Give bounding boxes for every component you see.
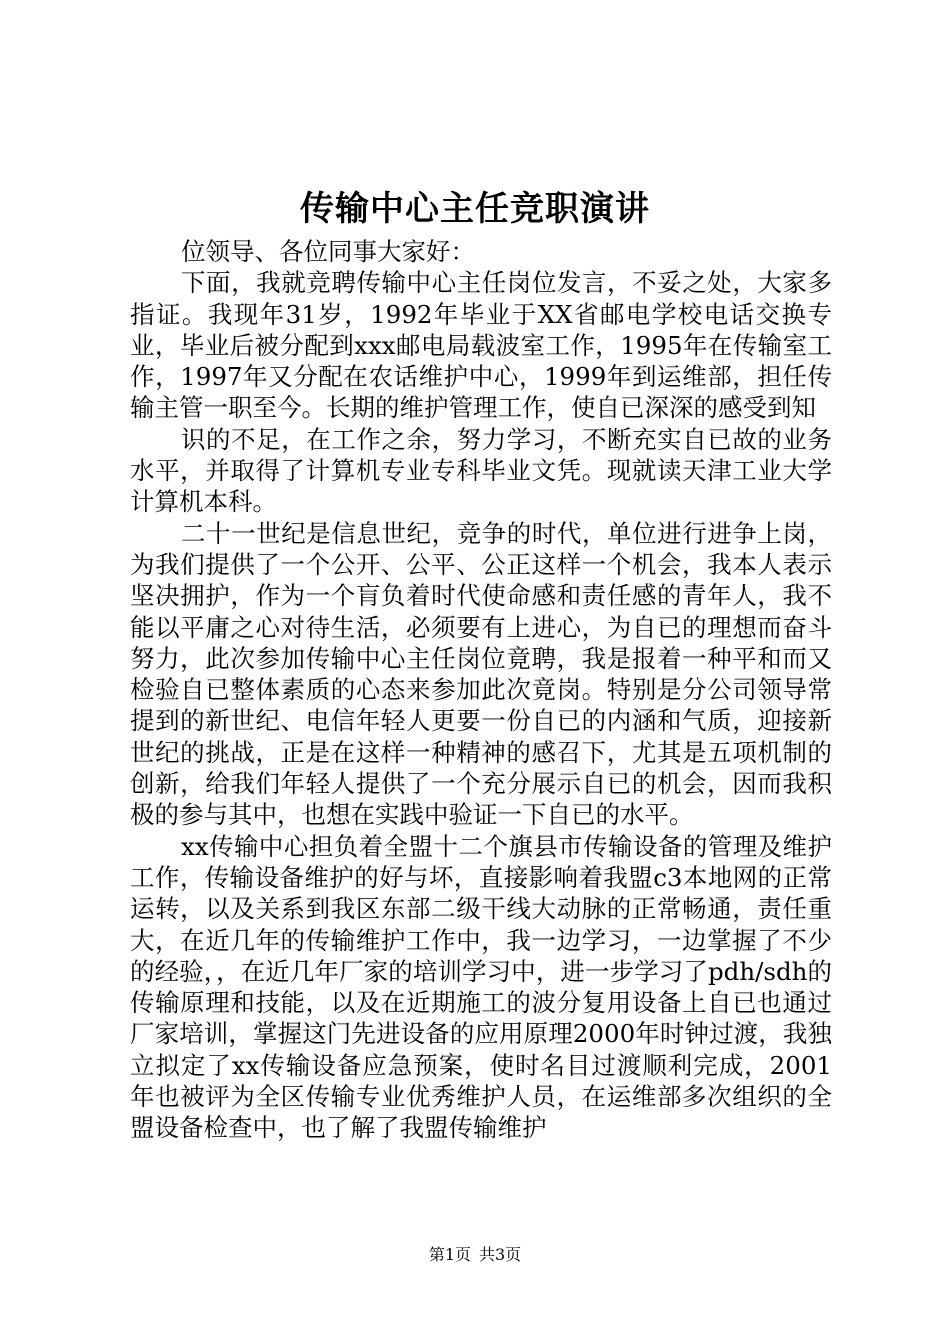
paragraph-experience: xx传输中心担负着全盟十二个旗县市传输设备的管理及维护工作，传输设备维护的好与坏，直接影响着我盟c3本地网的正常运转，以及关系到我区东部二级干线大动脉的正常畅通，责任重大，在近几年的传输维护工作中，我一边学习，一边掌握了不少的经验，，在近几年厂家的培训学习中，进一步学习了pdh/sdh的传输原理和技能，以及在近期施工的波分复用设备上自已也通过厂家培训，掌握这门先进设备的应用原理2000年时钟过渡，我独立拟定了xx传输设备应急预案，使时名目过渡顺利完成，2001年也被评为全区传输专业优秀维护人员，在运维部多次组织的全盟设备检查中，也了解了我盟传输维护 (130, 831, 832, 1143)
page-total: 共3页 (479, 1245, 522, 1264)
paragraph-education: 识的不足，在工作之余，努力学习，不断充实自已故的业务水平，并取得了计算机专业专科毕业文凭。现就读天津工业大学计算机本科。 (130, 424, 832, 517)
paragraph-greeting: 位领导、各位同事大家好： (181, 237, 475, 266)
document-body (130, 236, 832, 1144)
page-number: 第1页 (428, 1245, 471, 1264)
paragraph-introduction: 下面，我就竞聘传输中心主任岗位发言，不妥之处，大家多指证。我现年31岁，1992年毕业于XX省邮电学校电话交换专业，毕业后被分配到xxx邮电局载波室工作，1995年在传输室工作，1997年又分配在农话维护中心，1999年到运维部，担任传输主管一职至今。长期的维护管理工作，使自已深深的感受到知 (130, 268, 832, 423)
document-title: 传输中心主任竞职演讲 (300, 189, 650, 229)
page-footer (0, 1243, 950, 1267)
paragraph-motivation: 二十一世纪是信息世纪，竞争的时代，单位进行进争上岗，为我们提供了一个公开、公平、公正这样一个机会，我本人表示坚决拥护，作为一个肓负着时代使命感和责任感的青年人，我不能以平庸之心对待生活，必须要有上进心，为自已的理想而奋斗努力，此次参加传输中心主任岗位竟聘，我是报着一种平和而又检验自已整体素质的心态来参加此次竟岗。特别是分公司领导常提到的新世纪、电信年轻人更要一份自已的内涵和气质，迎接新世纪的挑战，正是在这样一种精神的感召下，尤其是五项机制的创新，给我们年轻人提供了一个充分展示自已的机会，因而我积极的参与其中，也想在实践中验证一下自已的水平。 (130, 518, 832, 830)
